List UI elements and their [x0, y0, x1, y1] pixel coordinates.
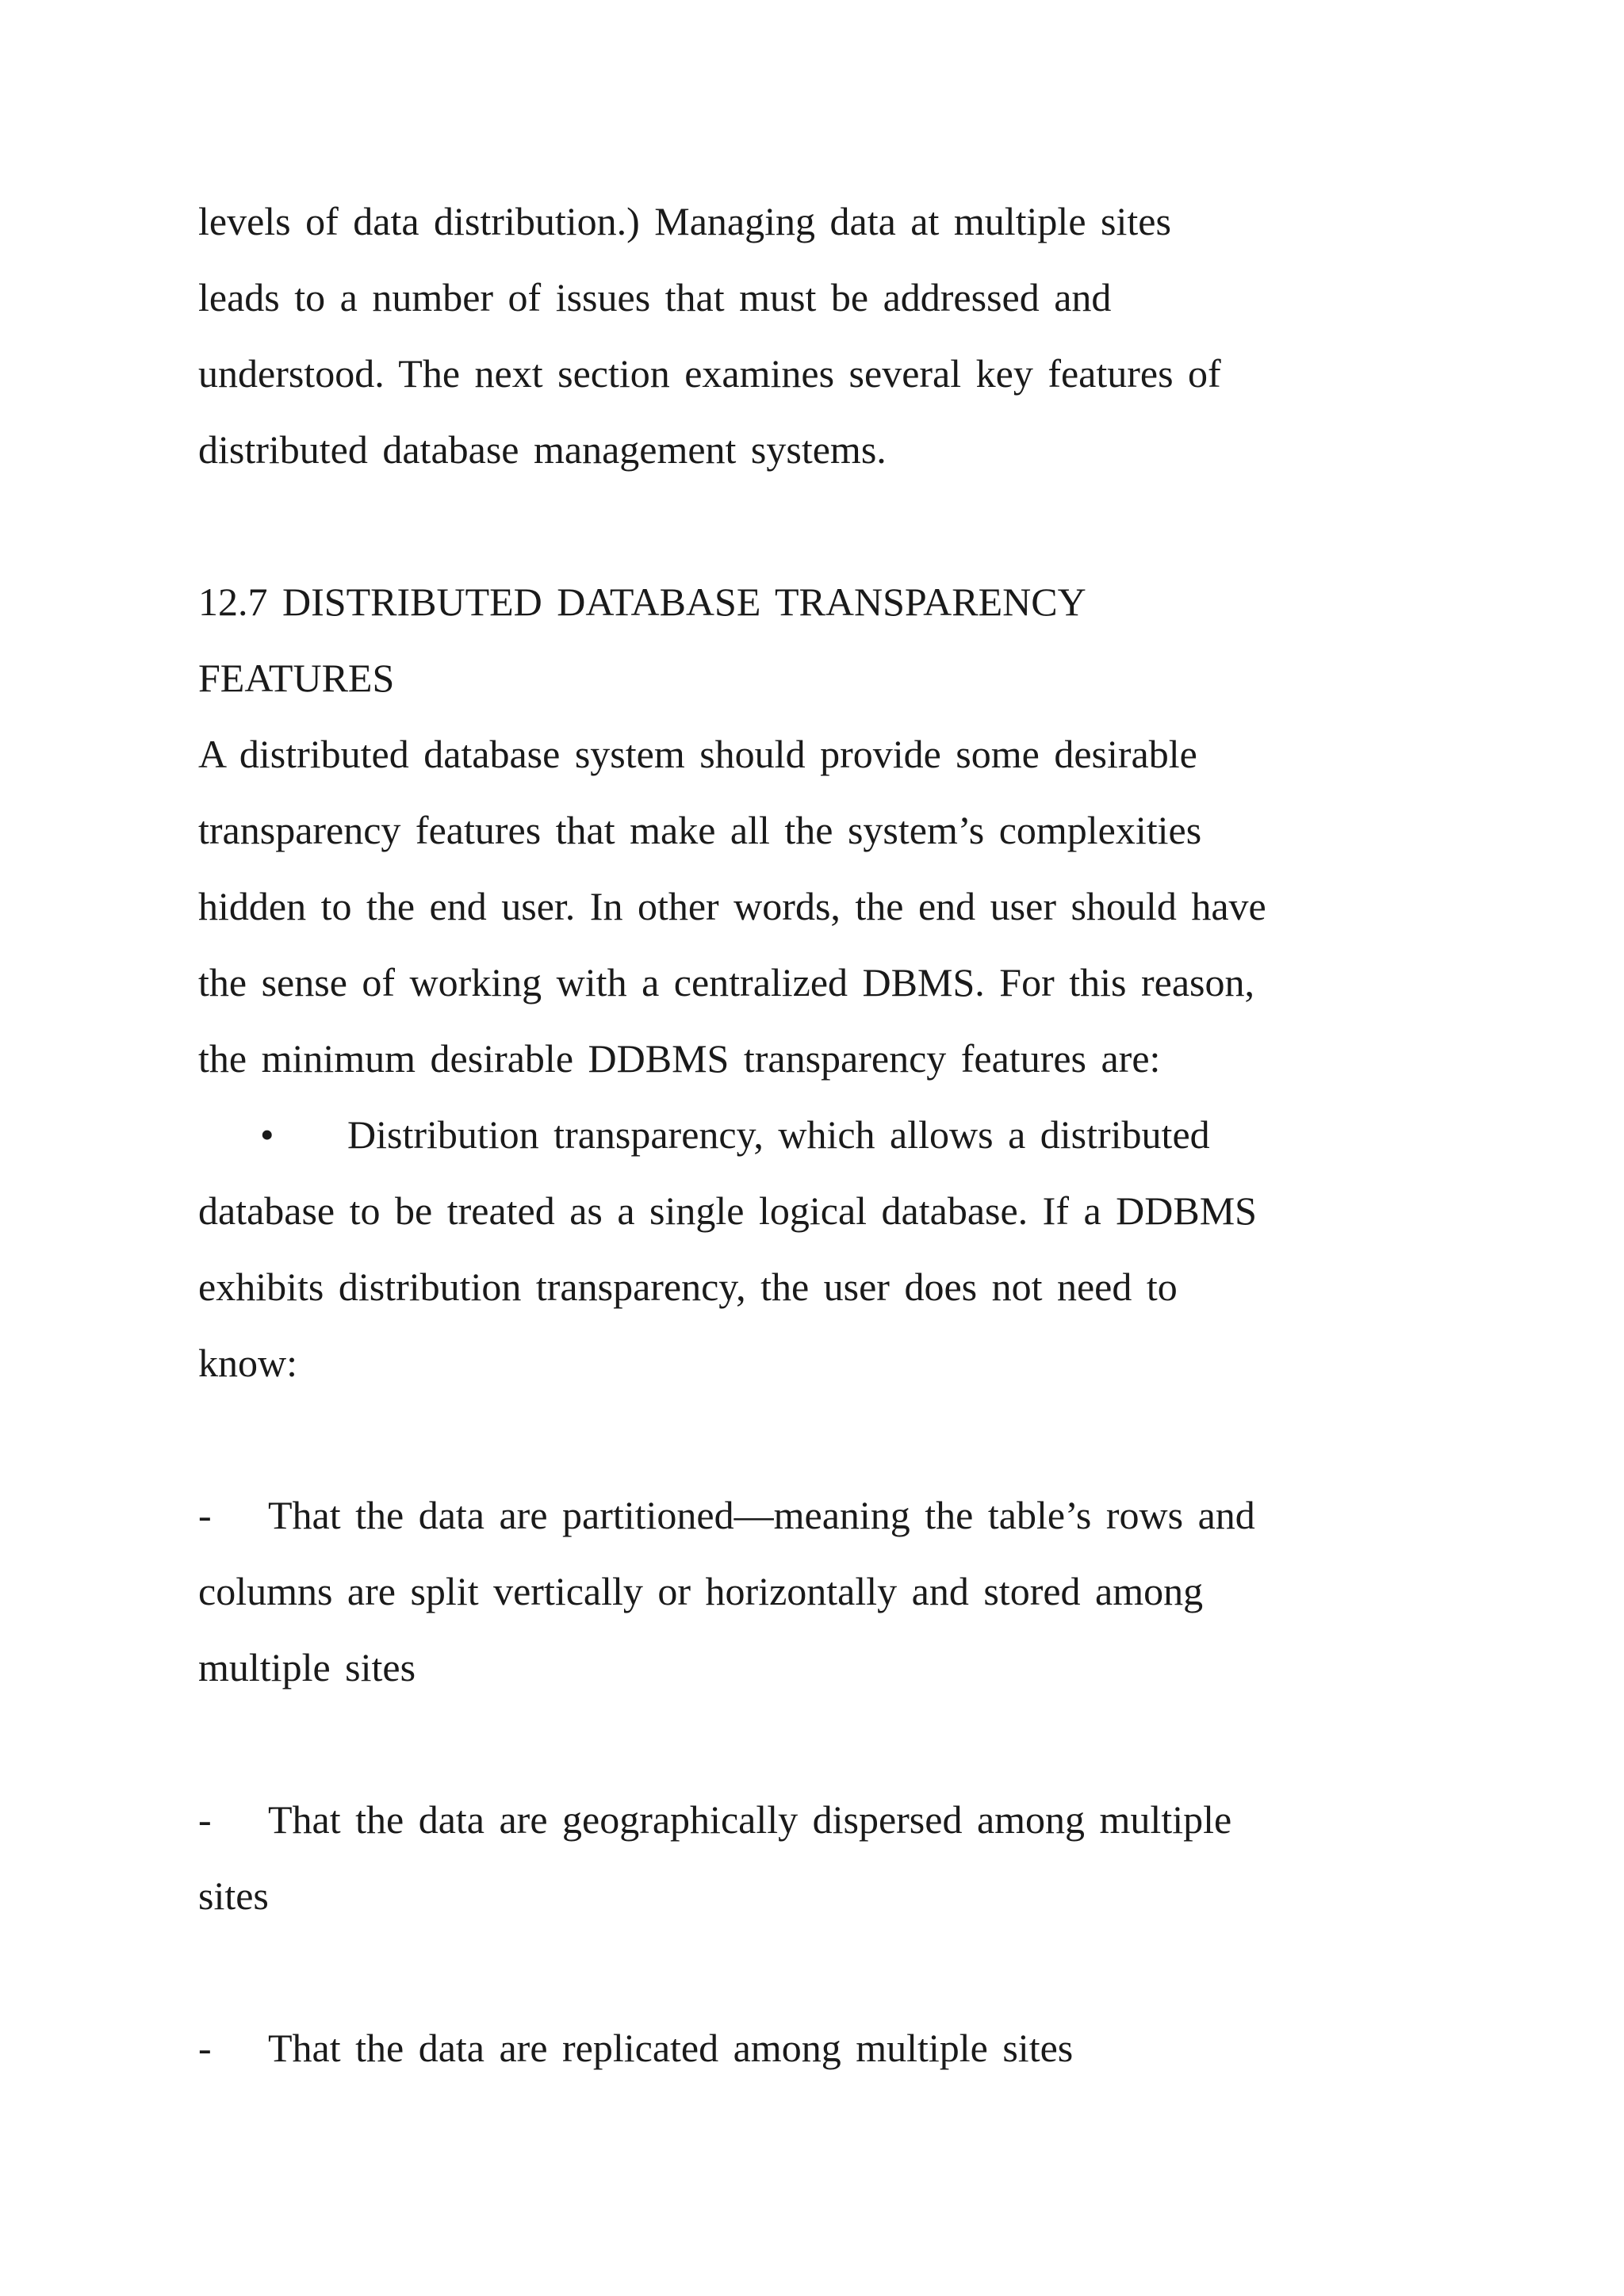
intro-line-1: levels of data distribution.) Managing data at multiple sites: [198, 199, 1171, 243]
dash-item-2-first-line: That the data are geographically dispersed among multiple: [268, 1797, 1232, 1842]
dash-item-1-line-3: multiple sites: [198, 1645, 416, 1689]
intro-line-4: distributed database management systems.: [198, 427, 887, 472]
dash-marker-3: -: [198, 2026, 212, 2070]
bullet-line-2: database to be treated as a single logical database. If a DDBMS: [198, 1188, 1257, 1233]
intro-line-2: leads to a number of issues that must be addressed and: [198, 275, 1112, 320]
body-line-2: transparency features that make all the system’s complexities: [198, 808, 1202, 852]
section-heading-line-1: 12.7 DISTRIBUTED DATABASE TRANSPARENCY: [198, 580, 1086, 624]
body-line-5: the minimum desirable DDBMS transparency features are:: [198, 1036, 1161, 1081]
dash-marker-2: -: [198, 1797, 212, 1842]
bullet-first-line: Distribution transparency, which allows a distributed: [347, 1112, 1210, 1157]
intro-line-3: understood. The next section examines several key features of: [198, 351, 1221, 396]
body-line-4: the sense of working with a centralized DBMS. For this reason,: [198, 960, 1254, 1004]
dash-item-2-line-2: sites: [198, 1873, 269, 1918]
bullet-line-4: know:: [198, 1341, 297, 1385]
bullet-marker: •: [260, 1112, 274, 1157]
dash-item-1-line-2: columns are split vertically or horizontally and stored among: [198, 1569, 1204, 1613]
dash-item-3-first-line: That the data are replicated among multiple sites: [268, 2026, 1074, 2070]
dash-marker-1: -: [198, 1493, 212, 1537]
section-heading-line-2: FEATURES: [198, 656, 395, 700]
bullet-line-3: exhibits distribution transparency, the user does not need to: [198, 1265, 1178, 1309]
dash-item-1-first-line: That the data are partitioned—meaning the table’s rows and: [268, 1493, 1255, 1537]
body-line-1: A distributed database system should provide some desirable: [198, 732, 1197, 776]
body-line-3: hidden to the end user. In other words, the end user should have: [198, 884, 1266, 928]
